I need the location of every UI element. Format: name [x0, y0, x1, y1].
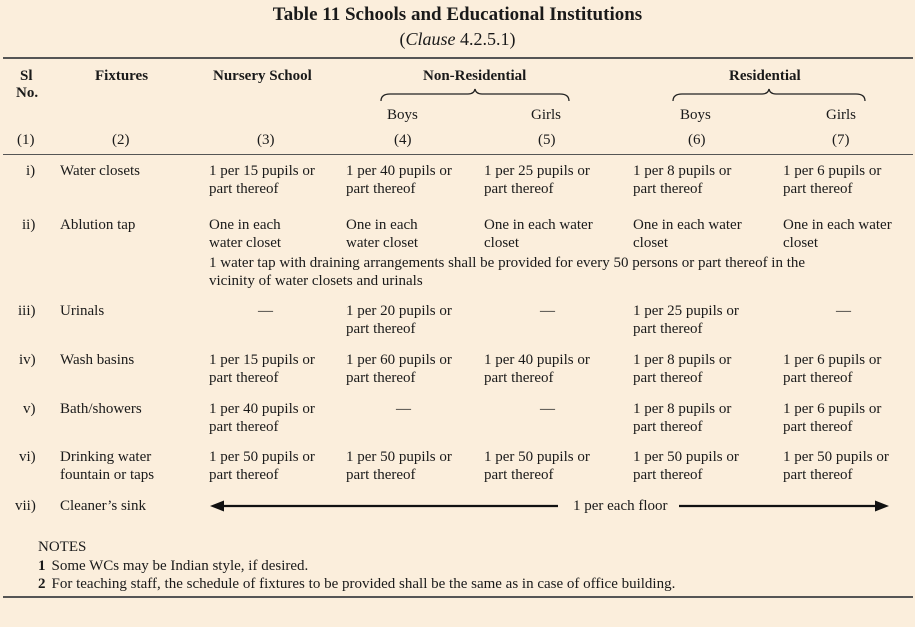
residential-header: Residential: [729, 68, 801, 84]
notes-heading: NOTES: [38, 539, 87, 555]
row-5-nr-girls: —: [540, 401, 555, 417]
row-2-nursery: One in each water closet: [209, 217, 282, 251]
row-4-nr-boys: 1 per 60 pupils or part thereof: [346, 352, 452, 386]
row-3-sl: iii): [18, 303, 36, 319]
row-5-r-girls: 1 per 6 pupils or part thereof: [783, 401, 882, 435]
row-7-span-text: 1 per each floor: [573, 498, 668, 514]
row-2-nr-girls: One in each water closet: [484, 217, 593, 251]
sl-header-line1: Sl: [20, 68, 33, 84]
row-7-sl: vii): [15, 498, 36, 514]
row-2-fixture: Ablution tap: [60, 217, 136, 233]
row-5-r-boys: 1 per 8 pupils or part thereof: [633, 401, 732, 435]
row-6-r-girls: 1 per 50 pupils or part thereof: [783, 449, 889, 483]
row-6-nursery: 1 per 50 pupils or part thereof: [209, 449, 315, 483]
row-1-nr-girls: 1 per 25 pupils or part thereof: [484, 163, 590, 197]
row-6-r-boys: 1 per 50 pupils or part thereof: [633, 449, 739, 483]
row-3-r-girls: —: [836, 303, 851, 319]
col-number-4: (4): [394, 132, 412, 148]
row-2-nr-boys: One in each water closet: [346, 217, 419, 251]
row-3-r-boys: 1 per 25 pupils or part thereof: [633, 303, 739, 337]
header-rule: [3, 154, 913, 155]
row-1-sl: i): [26, 163, 36, 179]
col-number-6: (6): [688, 132, 706, 148]
row-4-r-boys: 1 per 8 pupils or part thereof: [633, 352, 732, 386]
non-residential-header: Non-Residential: [423, 68, 527, 84]
clause-label: Clause: [405, 29, 456, 49]
nursery-header: Nursery School: [213, 68, 312, 84]
span-arrow-left: [210, 499, 560, 513]
row-3-nr-boys: 1 per 20 pupils or part thereof: [346, 303, 452, 337]
fixtures-header: Fixtures: [95, 68, 149, 84]
col-number-3: (3): [257, 132, 275, 148]
col-number-1: (1): [17, 132, 35, 148]
top-rule: [3, 57, 913, 59]
row-5-nr-boys: —: [396, 401, 411, 417]
bottom-rule: [3, 596, 913, 598]
nr-boys-header: Boys: [387, 107, 418, 123]
row-2-extra-note: 1 water tap with draining arrangements shall be provided for every 50 persons or part thereof in the vicinity of water closets and urinals: [209, 255, 806, 289]
row-1-r-boys: 1 per 8 pupils or part thereof: [633, 163, 732, 197]
row-4-fixture: Wash basins: [60, 352, 135, 368]
row-2-r-girls: One in each water closet: [783, 217, 892, 251]
row-7-fixture: Cleaner’s sink: [60, 498, 146, 514]
non-residential-brace: [380, 88, 570, 102]
row-1-nursery: 1 per 15 pupils or part thereof: [209, 163, 315, 197]
r-boys-header: Boys: [680, 107, 711, 123]
clause-number: 4.2.5.1: [460, 29, 510, 49]
clause-reference: (Clause 4.2.5.1): [399, 29, 516, 49]
sl-header: [16, 68, 39, 102]
row-5-fixture: Bath/showers: [60, 401, 142, 417]
note-2: 2 For teaching staff, the schedule of fixtures to be provided shall be the same as in case of office building.: [38, 576, 676, 592]
r-girls-header: Girls: [826, 107, 856, 123]
row-2-sl: ii): [22, 217, 36, 233]
row-1-fixture: Water closets: [60, 163, 141, 179]
col-number-2: (2): [112, 132, 130, 148]
row-2-r-boys: One in each water closet: [633, 217, 742, 251]
row-3-nr-girls: —: [540, 303, 555, 319]
row-3-nursery: —: [258, 303, 273, 319]
col-number-7: (7): [832, 132, 850, 148]
row-1-nr-boys: 1 per 40 pupils or part thereof: [346, 163, 452, 197]
row-4-r-girls: 1 per 6 pupils or part thereof: [783, 352, 882, 386]
row-4-nursery: 1 per 15 pupils or part thereof: [209, 352, 315, 386]
table-title: Table 11 Schools and Educational Institutions: [272, 4, 643, 25]
row-6-sl: vi): [19, 449, 36, 465]
row-4-sl: iv): [19, 352, 36, 368]
col-number-5: (5): [538, 132, 556, 148]
row-6-fixture: Drinking water fountain or taps: [60, 449, 155, 483]
row-4-nr-girls: 1 per 40 pupils or part thereof: [484, 352, 590, 386]
span-arrow-right: [679, 499, 891, 513]
sl-header-line2: No.: [16, 85, 39, 101]
row-3-fixture: Urinals: [60, 303, 105, 319]
row-5-nursery: 1 per 40 pupils or part thereof: [209, 401, 315, 435]
residential-brace: [672, 88, 866, 102]
row-5-sl: v): [23, 401, 36, 417]
note-1: 1 Some WCs may be Indian style, if desired.: [38, 558, 309, 574]
nr-girls-header: Girls: [531, 107, 561, 123]
row-6-nr-boys: 1 per 50 pupils or part thereof: [346, 449, 452, 483]
row-6-nr-girls: 1 per 50 pupils or part thereof: [484, 449, 590, 483]
row-1-r-girls: 1 per 6 pupils or part thereof: [783, 163, 882, 197]
